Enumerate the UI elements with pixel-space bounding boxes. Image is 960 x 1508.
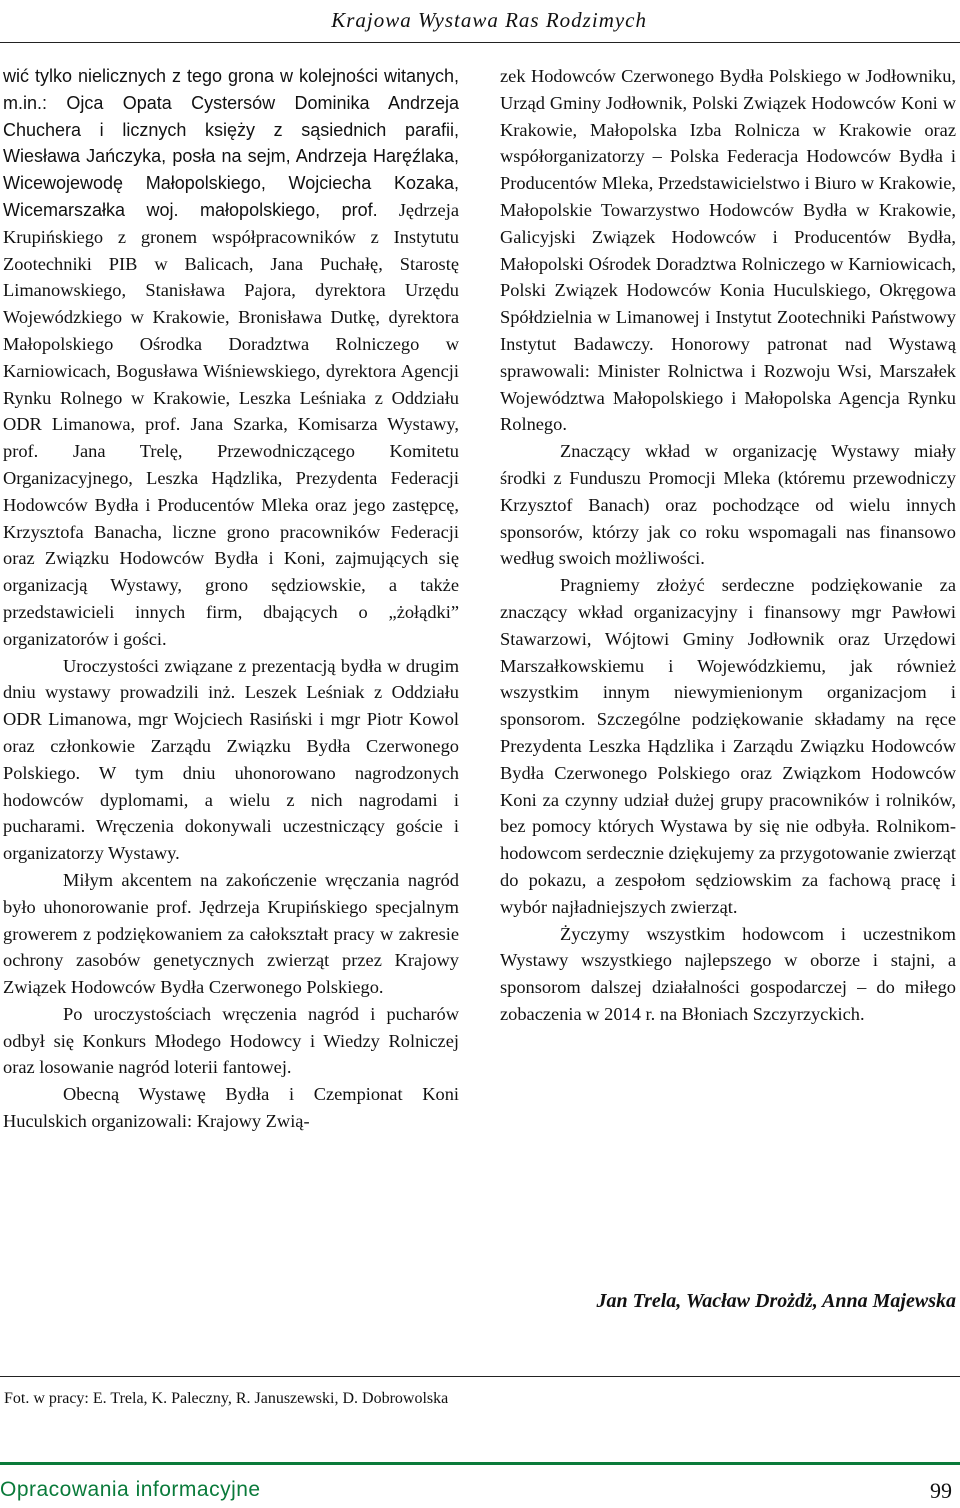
paragraph-text: Jędrzeja Krupińskiego z gronem współpracowników z Instytutu Zootechniki PIB w Balicach, Jana Puchałę, Starostę Limanowskiego, Stanisława Pajora, dyrektora Urzędu Wojewódzkiego w Krakowie, Bronisława Dutkę, dyrektora Małopolskiego Ośrodka Doradztwa Rolniczego w Karniowicach, Bogusława Wiśniewskiego, dyrektora Agencji Rynku Rolnego w Krakowie, Leszka Leśniaka z Oddziału ODR Limanowa, prof. Jana Szarka, Komisarza Wystawy, prof. Jana Trelę, Przewodniczącego Komitetu Organizacyjnego, Leszka Hądzlika, Prezydenta Federacji Hodowców Bydła i Producentów Mleka oraz jego zastępcę, Krzysztofa Banacha, liczne grono pracowników Federacji oraz Związku Hodowców Bydła i Koni, zajmujących się organizacją Wystawy, grono sędziowskie, a także przedstawicieli innych firm, dbających o „żołądki” organizatorów i gości. [3, 199, 459, 649]
page-number: 99 [930, 1478, 952, 1503]
page-header [0, 0, 960, 46]
footer-accent-rule [0, 1462, 960, 1465]
section-name: Opracowania informacyjne [0, 1478, 261, 1501]
paragraph: Uroczystości związane z prezentacją bydła w drugim dniu wystawy prowadzili inż. Leszek Leśniak z Oddziału ODR Limanowa, mgr Wojciech Rasiński i mgr Piotr Kowol oraz członkowie Zarządu Związku Bydła Czerwonego Polskiego. W tym dniu uhonorowano nagrodzonych hodowców dyplomami, a wielu z nich nagrodami i pucharami. Wręczenia dokonywali uczestniczący goście i organizatorzy Wystawy. [3, 655, 459, 864]
paragraph: Po uroczystościach wręczenia nagród i pucharów odbył się Konkurs Młodego Hodowcy i Wiedzy Rolniczej oraz losowanie nagród loterii fantowej. [3, 1003, 459, 1078]
paragraph: zek Hodowców Czerwonego Bydła Polskiego w Jodłowniku, Urząd Gminy Jodłownik, Polski Związek Hodowców Koni w Krakowie, Małopolska Izba Rolnicza w Krakowie oraz współorganizatorzy – Polska Federacja Hodowców Bydła i Producentów Mleka, Przedstawicielstwo i Biuro w Krakowie, Małopolskie Towarzystwo Hodowców Bydła w Krakowie, Galicyjski Związek Hodowców i Producentów Bydła, Małopolski Ośrodek Doradztwa Rolniczego w Karniowicach, Polski Związek Hodowców Konia Huculskiego, Okręgowa Spółdzielnia w Limanowej i Instytut Zootechniki Państwowy Instytut Badawczy. Honorowy patronat nad Wystawą sprawowali: Minister Rolnictwa i Rozwoju Wsi, Marszałek Województwa Małopolskiego i Małopolska Agencja Rynku Rolnego. [500, 66, 956, 435]
paragraph-text-sans: wić tylko nielicznych z tego grona w kolejności witanych, m.in.: Ojca Opata Cystersów Dominika Andrzeja Chuchera i licznych księży z sąsiednich parafii, Wiesława Jańczyka, posła na sejm, Andrzeja Haręźlaka, Wicewojewodę Małopolskiego, Wojciecha Kozaka, Wicemarszałka woj. małopolskiego, prof. [3, 66, 459, 220]
running-header-title: Krajowa Wystawa Ras Rodzimych [331, 8, 647, 32]
paragraph: Znaczący wkład w organizację Wystawy miały środki z Funduszu Promocji Mleka (któremu przewodniczy Krzysztof Banach) oraz pochodzące od wielu innych sponsorów, którzy jak co roku wspomagali nas finansowo według swoich możliwości. [500, 441, 956, 569]
paragraph: Życzymy wszystkim hodowcom i uczestnikom Wystawy wszystkiego najlepszego w oborze i stajni, a sponsorom dalszej działalności gospodarczej – do miłego zobaczenia w 2014 r. na Błoniach Szczyrzyckich. [500, 923, 956, 1024]
paragraph [3, 63, 459, 653]
page-footer [0, 1456, 960, 1508]
paragraph: Obecną Wystawę Bydła i Czempionat Koni Huculskich organizowali: Krajowy Zwią- [3, 1084, 459, 1132]
authors-signature: Jan Trela, Wacław Drożdż, Anna Majewska [596, 1290, 956, 1312]
right-column [500, 63, 956, 1028]
header-rule [0, 42, 960, 43]
paragraph: Miłym akcentem na zakończenie wręczania nagród było uhonorowanie prof. Jędrzeja Krupińskiego specjalnym growerem z podziękowaniem za całokształt pracy w zakresie ochrony zasobów genetycznych zwierząt przez Krajowy Związek Hodowców Bydła Czerwonego Polskiego. [3, 869, 459, 998]
photo-credit: Fot. w pracy: E. Trela, K. Paleczny, R. Januszewski, D. Dobrowolska [4, 1390, 449, 1407]
footer-rule [0, 1376, 960, 1377]
left-column [3, 63, 459, 1135]
paragraph: Pragniemy złożyć serdeczne podziękowanie za znaczący wkład organizacyjny i finansowy mgr Pawłowi Stawarzowi, Wójtowi Gminy Jodłownik oraz Urzędowi Marszałkowskiemu i Wojewódzkiemu, jak również wszystkim innym niewymienionym organizacjom i sponsorom. Szczególne podziękowanie składamy na ręce Prezydenta Leszka Hądzlika i Zarządu Związku Hodowców Bydła Czerwonego Polskiego oraz Związkom Hodowców Koni za czynny udział dużej grupy pracowników i rolników, bez pomocy których Wystawa by się nie odbyła. Rolnikom-hodowcom serdecznie dziękujemy za przygotowanie zwierząt do pokazu, a zespołom sędziowskim za fachową pracę i wybór najładniejszych zwierząt. [500, 575, 956, 917]
